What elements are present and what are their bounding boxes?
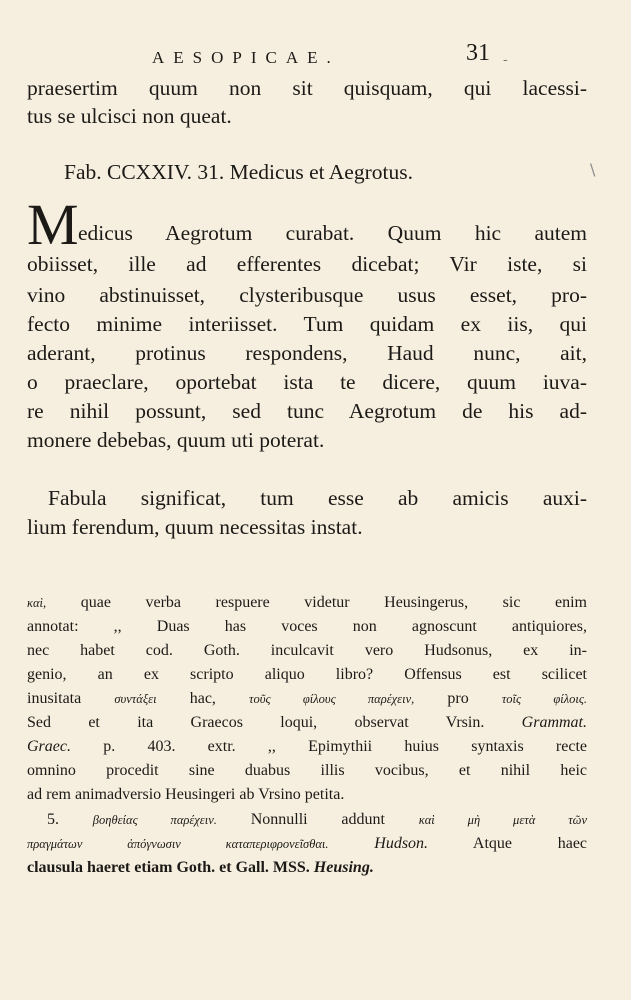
note-line xyxy=(27,738,587,756)
note-text: Nonnulli addunt xyxy=(250,811,385,828)
fable-body-line: monere debebas, quum uti poterat. xyxy=(27,428,325,452)
note-line xyxy=(27,859,587,877)
note-text: inusitata xyxy=(27,690,82,707)
note-line xyxy=(27,690,587,708)
note-italic: Grammat. xyxy=(521,714,587,731)
fable-body-line: edicus Aegrotum curabat. Quum hic autem xyxy=(78,221,587,245)
moral-line: Fabula significat, tum esse ab amicis auxi- xyxy=(48,486,587,510)
page-number: 31 xyxy=(466,40,490,66)
fable-body-line: vino abstinuisset, clysteribusque usus esset, pro- xyxy=(27,283,587,307)
greek-text: τοῖς φίλοις. xyxy=(501,692,588,706)
fable-body-line: o praeclare, oportebat ista te dicere, quum iuva- xyxy=(27,370,587,394)
fable-body-line: re nihil possunt, sed tunc Aegrotum de his ad- xyxy=(27,399,587,423)
note-line xyxy=(27,714,587,732)
tick-mark: - xyxy=(503,52,508,68)
note-italic: Graec. xyxy=(27,738,71,755)
note-text: p. 403. extr. ,, Epimythii huius syntaxis recte xyxy=(103,738,588,755)
drop-capital: M xyxy=(27,192,79,257)
greek-text: συντάξει xyxy=(114,692,157,706)
note-text: Sed et ita Graecos loqui, observat Vrsin. xyxy=(27,714,485,731)
note-line xyxy=(27,594,587,612)
note-text: clausula haeret etiam Goth. et Gall. MSS. xyxy=(27,859,310,876)
note-italic: Heusing. xyxy=(313,859,374,876)
note-text: quae verba respuere videtur Heusingerus, sic enim xyxy=(80,594,587,611)
greek-text: καὶ, xyxy=(27,596,47,610)
note-text: hac, xyxy=(189,690,216,707)
note-line xyxy=(27,835,587,853)
continuation-line-1: praesertim quum non sit quisquam, qui lacessi- xyxy=(27,76,587,100)
note-line xyxy=(27,811,587,829)
running-head xyxy=(0,40,631,74)
greek-text: πραγμάτων ἀπόγνωσιν καταπεριφρονεῖσθαι. xyxy=(27,837,329,851)
fable-body-line: aderant, protinus respondens, Haud nunc, ait, xyxy=(27,341,587,365)
greek-text: καὶ μὴ μετὰ τῶν xyxy=(418,813,588,827)
note-line: annotat: ,, Duas has voces non agnoscunt antiquiores, xyxy=(27,618,587,635)
note-line: genio, an ex scripto aliquo libro? Offensus est scilicet xyxy=(27,666,587,683)
note-number: 5. xyxy=(47,811,59,828)
note-text: pro xyxy=(447,690,469,707)
moral-line: lium ferendum, quum necessitas instat. xyxy=(27,515,363,539)
note-line: omnino procedit sine duabus illis vocibus, et nihil heic xyxy=(27,762,587,779)
fable-body-line: obiisset, ille ad efferentes dicebat; Vir iste, si xyxy=(27,252,587,276)
note-line: ad rem animadversio Heusingeri ab Vrsino petita. xyxy=(27,786,345,803)
greek-text: τοῦς φίλους παρέχειν, xyxy=(249,692,415,706)
greek-text: βοηθείας παρέχειν. xyxy=(92,813,217,827)
note-text: Atque haec xyxy=(472,835,588,852)
continuation-line-2: tus se ulcisci non queat. xyxy=(27,104,232,128)
fable-title: Fab. CCXXIV. 31. Medicus et Aegrotus. xyxy=(64,160,413,184)
fable-body-line: fecto minime interiisset. Tum quidam ex iis, qui xyxy=(27,312,587,336)
note-line: nec habet cod. Goth. inculcavit vero Hudsonus, ex in- xyxy=(27,642,587,659)
corner-mark: \ xyxy=(590,160,596,179)
note-italic: Hudson. xyxy=(374,835,429,852)
running-title: AESOPICAE. xyxy=(152,48,340,67)
